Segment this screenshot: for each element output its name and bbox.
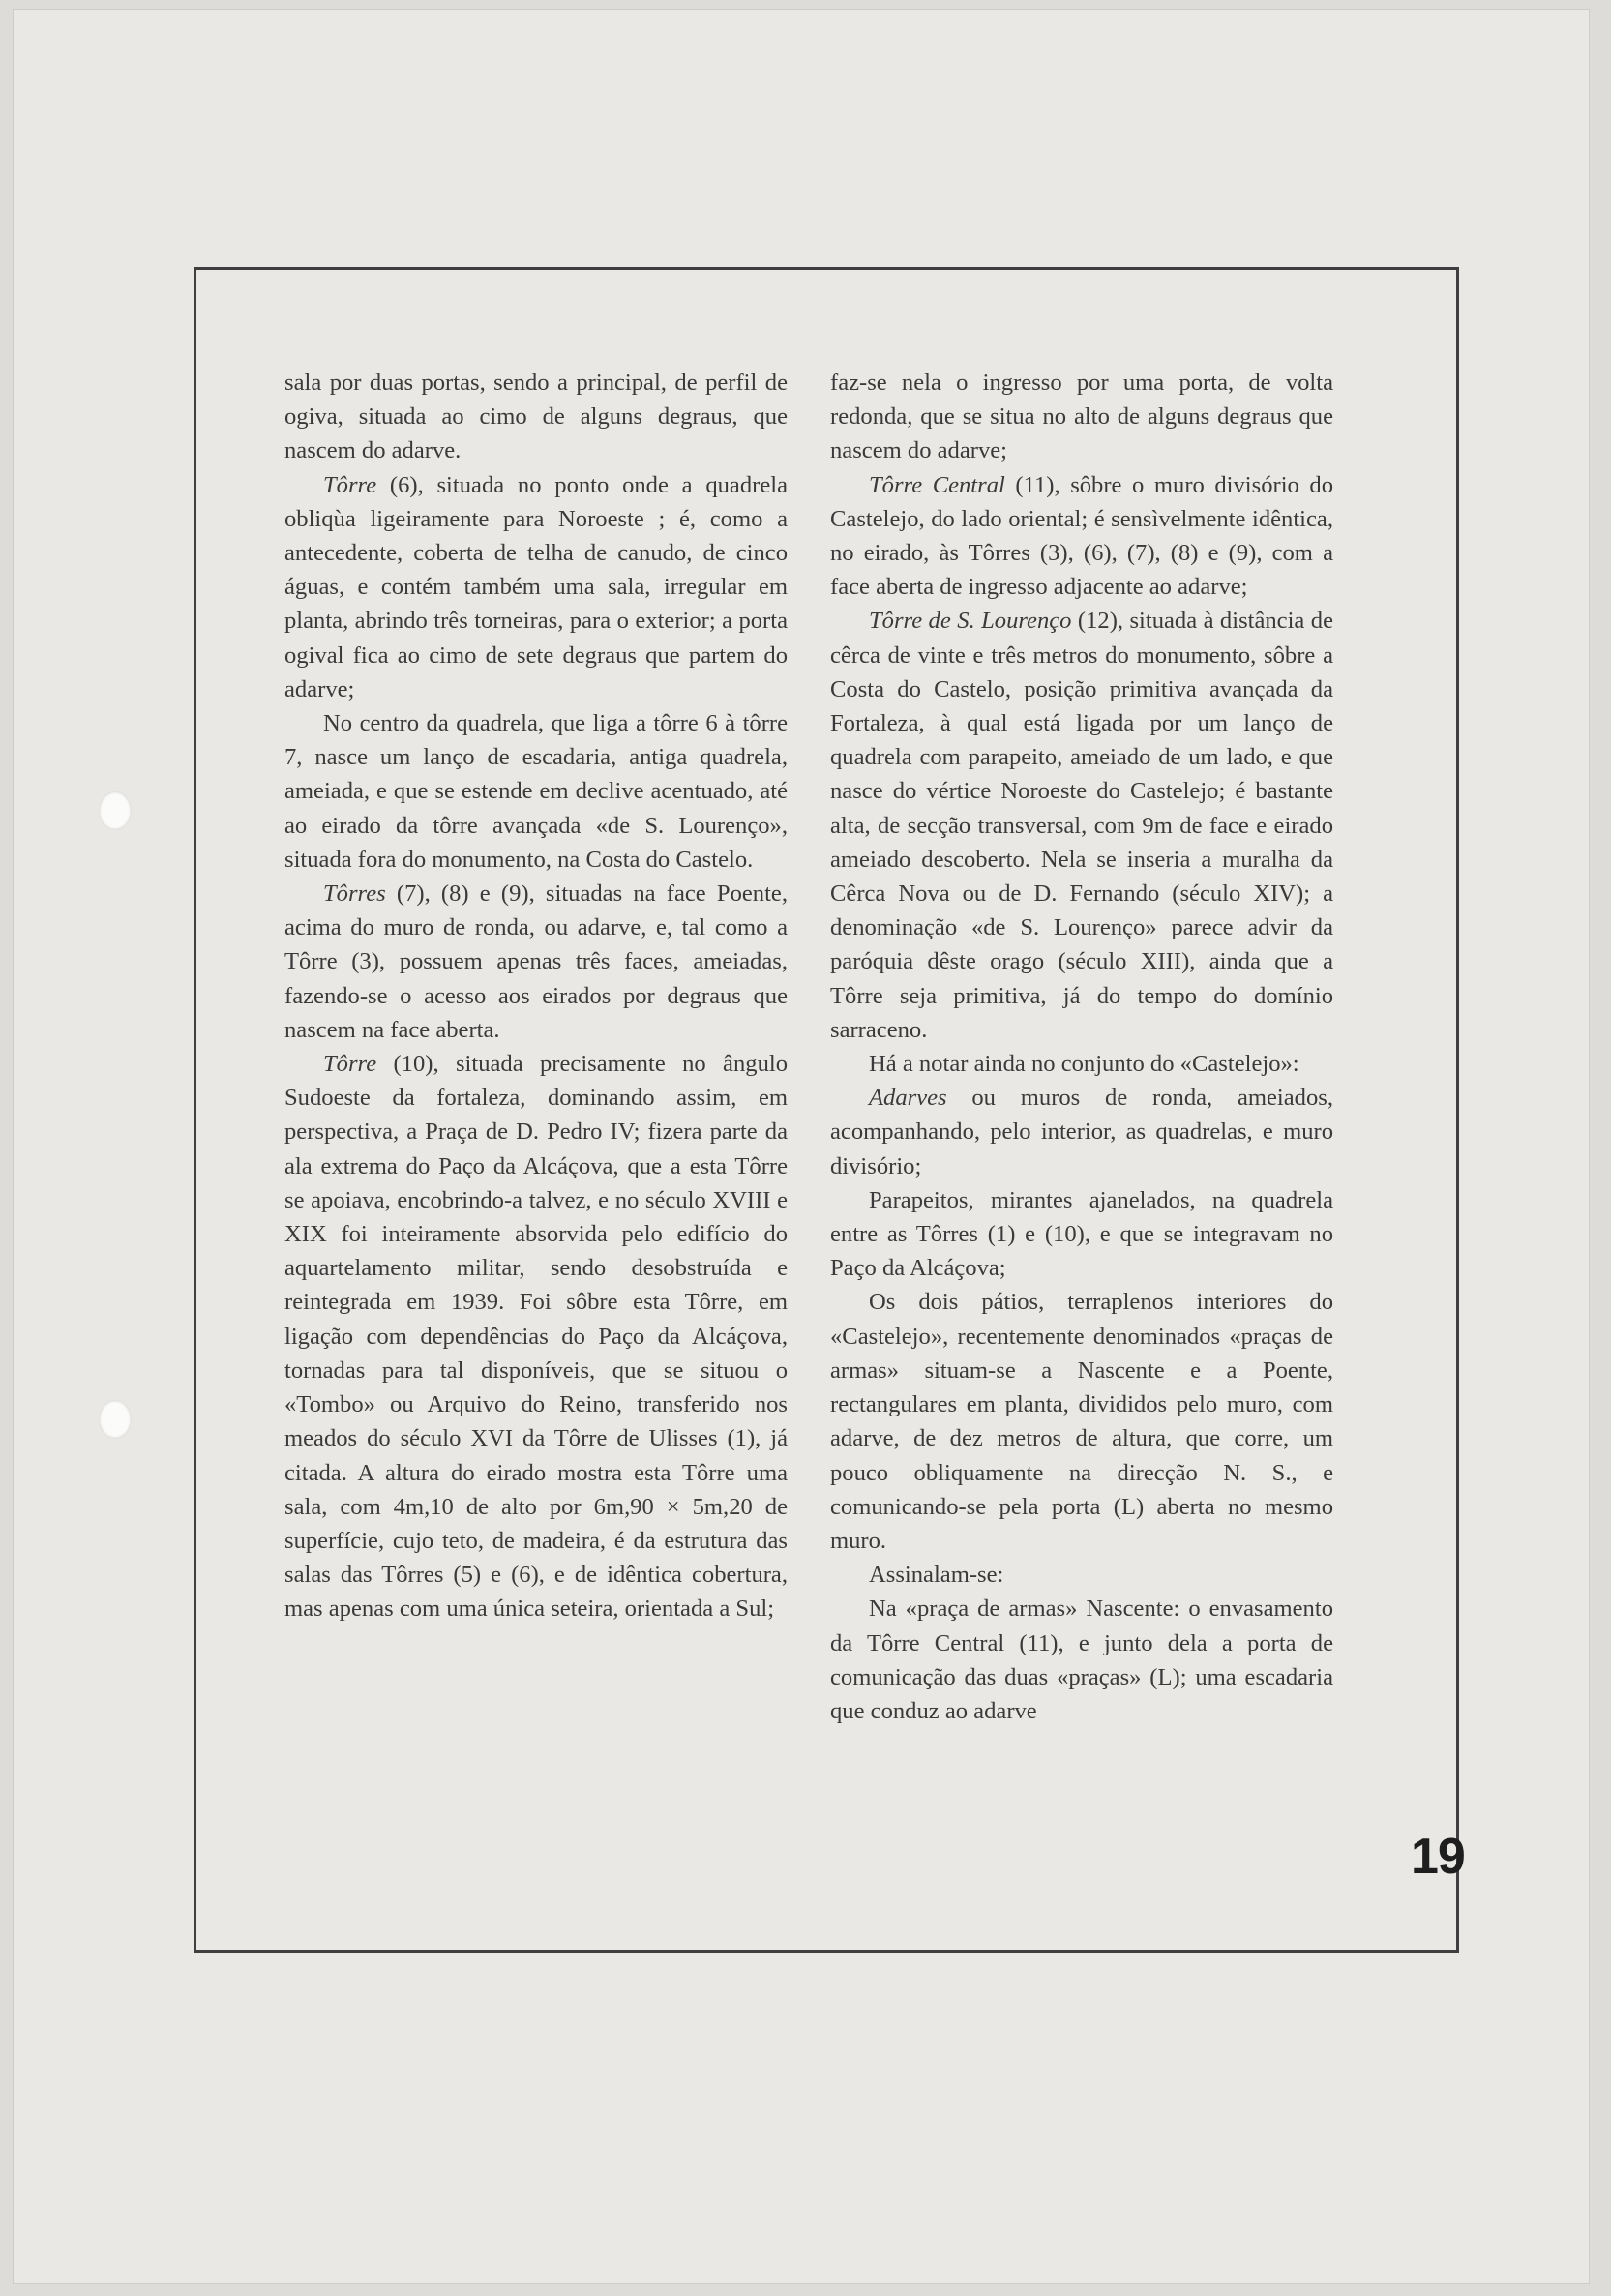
paragraph-text: (12), situada à distância de cêrca de vinte e três metros do monumento, sôbre a Costa do Castelo, posição primitiva avançada da Fortaleza, à qual está ligada por um lanço de quadrela com parapeito, ameiado de um lado, e que nasce do vértice Noroeste do Castelejo; é bastante alta, de secção transversal, com 9m de face e eirado ameiado descoberto. Nela se inseria a muralha da Cêrca Nova ou de D. Fernando (século XIV); a denominação «de S. Lourenço» parece advir da paróquia dêste orago (século XIII), ainda que a Tôrre seja primitiva, já do tempo do domínio sarraceno. <box>830 608 1333 1043</box>
paragraph-lead: Tôrres <box>323 880 386 908</box>
paragraph-text: (6), situada no ponto onde a quadrela obliqùa ligeiramente para Noroeste ; é, como a antecedente, coberta de telha de canudo, de cinco águas, e contém também uma sala, irregular em planta, abrindo três torneiras, para o exterior; a porta ogival fica ao cimo de sete degraus que partem do adarve; <box>284 471 788 702</box>
paragraph-lead: Tôrre Central <box>869 471 1005 498</box>
paragraph <box>284 468 788 706</box>
paragraph-text: No centro da quadrela, que liga a tôrre 6 à tôrre 7, nasce um lanço de escadaria, antiga quadrela, ameiada, e que se estende em declive acentuado, até ao eirado da tôrre avançada «de S. Lourenço», situada fora do monumento, na Costa do Castelo. <box>284 710 788 873</box>
paragraph <box>830 1047 1333 1081</box>
binder-hole <box>99 791 132 830</box>
paragraph <box>830 1592 1333 1728</box>
paragraph <box>830 468 1333 605</box>
page-sheet <box>14 10 1589 2283</box>
paragraph-text: Parapeitos, mirantes ajanelados, na quadrela entre as Tôrres (1) e (10), e que se integravam no Paço da Alcáçova; <box>830 1186 1333 1282</box>
paragraph-text: Os dois pátios, terraplenos interiores do «Castelejo», recentemente denominados «praças de armas» situam-se a Nascente e a Poente, rectangulares em planta, divididos pelo muro, com adarve, de dez metros de altura, que corre, um pouco obliquamente na direcção N. S., e comunicando-se pela porta (L) aberta no mesmo muro. <box>830 1289 1333 1554</box>
paragraph <box>830 366 1333 468</box>
paragraph-lead: Tôrre <box>323 471 377 498</box>
right-text-column <box>830 366 1333 1728</box>
paragraph <box>830 1285 1333 1558</box>
paragraph-text: Há a notar ainda no conjunto do «Castelejo»: <box>869 1051 1299 1078</box>
paragraph-text: sala por duas portas, sendo a principal, de perfil de ogiva, situada ao cimo de alguns degraus, que nascem do adarve. <box>284 370 788 464</box>
paragraph <box>830 604 1333 1047</box>
left-text-column <box>284 366 788 1626</box>
paragraph-text: Assinalam-se: <box>869 1562 1004 1589</box>
page-number: 19 <box>1411 1829 1465 1885</box>
paragraph-text: (7), (8) e (9), situadas na face Poente, acima do muro de ronda, ou adarve, e, tal como a Tôrre (3), possuem apenas três faces, ameiadas, fazendo-se o acesso aos eirados por degraus que nascem na face aberta. <box>284 880 788 1043</box>
paragraph <box>284 1047 788 1625</box>
paragraph-lead: Tôrre de S. Lourenço <box>869 608 1072 635</box>
paragraph-text: (11), sôbre o muro divisório do Castelejo, do lado oriental; é sensìvelmente idêntica, no eirado, às Tôrres (3), (6), (7), (8) e (9), com a face aberta de ingresso adjacente ao adarve; <box>830 471 1333 601</box>
paragraph-lead: Tôrre <box>323 1051 377 1078</box>
paragraph <box>284 366 788 468</box>
paragraph <box>830 1183 1333 1286</box>
paragraph-text: ou muros de ronda, ameiados, acompanhando, pelo interior, as quadrelas, e muro divisório; <box>830 1085 1333 1179</box>
paragraph <box>284 706 788 877</box>
paragraph <box>830 1558 1333 1592</box>
binder-hole <box>99 1400 132 1439</box>
paragraph-text: Na «praça de armas» Nascente: o envasamento da Tôrre Central (11), e junto dela a porta de comunicação das duas «praças» (L); uma escadaria que conduz ao adarve <box>830 1595 1333 1724</box>
paragraph-text: faz-se nela o ingresso por uma porta, de volta redonda, que se situa no alto de alguns degraus que nascem do adarve; <box>830 370 1333 464</box>
paragraph <box>284 877 788 1047</box>
paragraph-lead: Adarves <box>869 1085 947 1112</box>
paragraph-text: (10), situada precisamente no ângulo Sudoeste da fortaleza, dominando assim, em perspectiva, a Praça de D. Pedro IV; fizera parte da ala extrema do Paço da Alcáçova, que a esta Tôrre se apoiava, encobrindo-a talvez, e no século XVIII e XIX foi inteiramente absorvida pelo edifício do aquartelamento militar, sendo desobstruída e reintegrada em 1939. Foi sôbre esta Tôrre, em ligação com dependências do Paço da Alcáçova, tornadas para tal disponíveis, que se situou o «Tombo» ou Arquivo do Reino, transferido nos meados do século XVI da Tôrre de Ulisses (1), já citada. A altura do eirado mostra esta Tôrre uma sala, com 4m,10 de alto por 6m,90 × 5m,20 de superfície, cujo teto, de madeira, é da estrutura das salas das Tôrres (5) e (6), e de idêntica cobertura, mas apenas com uma única seteira, orientada a Sul; <box>284 1051 788 1623</box>
paragraph <box>830 1081 1333 1183</box>
